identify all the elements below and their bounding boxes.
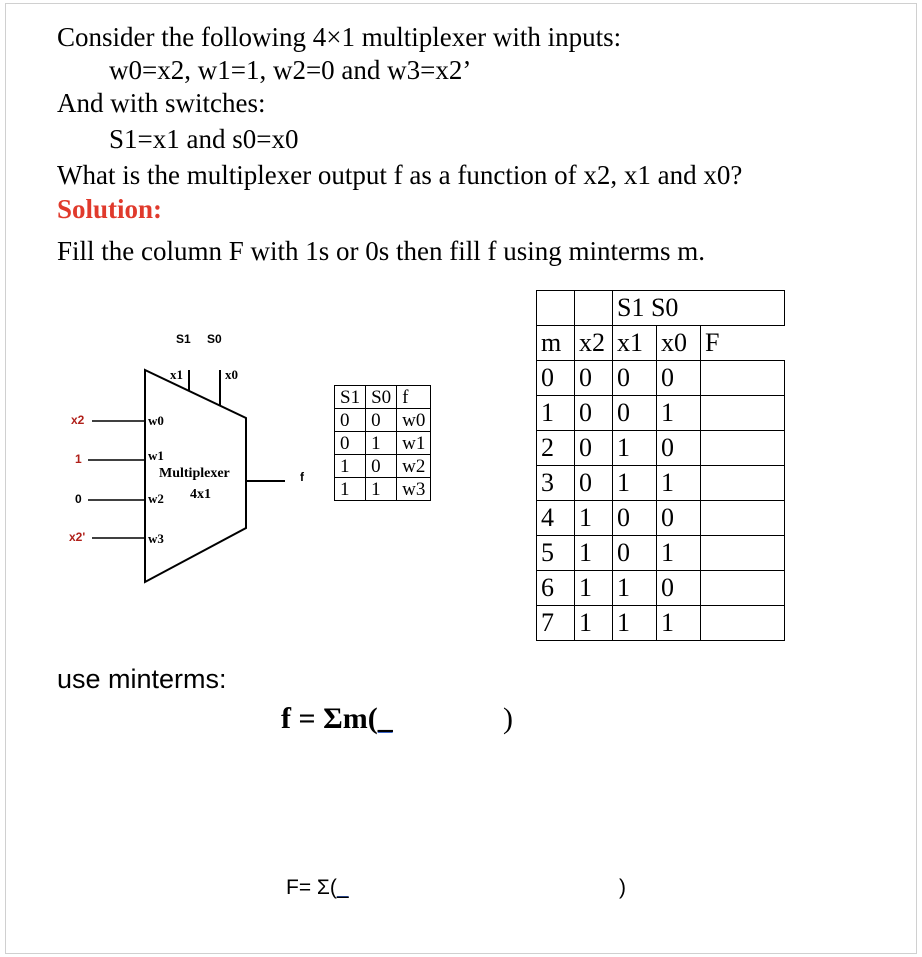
cell-x0: 1 [657,466,701,501]
cell-m: 7 [537,606,575,641]
cell-x2: 1 [575,536,613,571]
cell-F[interactable] [701,466,785,501]
table-row [537,571,785,606]
select-cell: w1 [397,432,431,455]
table-row [537,466,785,501]
output-f-label: f [300,470,304,484]
truth-table-top-header [537,291,785,326]
input-x2-label: x2 [71,413,85,427]
cell-m: 5 [537,536,575,571]
select-cell: w3 [397,478,431,501]
cell-x2: 0 [575,396,613,431]
F-blank[interactable]: _ [336,876,349,899]
mux-diagram [60,330,320,590]
select-table-header [335,386,431,409]
cell-x2: 1 [575,571,613,606]
select-cell: 0 [335,432,366,455]
table-row [537,361,785,396]
truth-table-header [537,326,785,361]
cell-x2: 0 [575,466,613,501]
input-x2-not-label: x2' [69,530,86,544]
cell-x2: 1 [575,606,613,641]
question-line-4: S1=x1 and s0=x0 [109,124,299,154]
table-row [335,432,431,455]
w1-label: w1 [148,448,164,463]
select-cell: w2 [397,455,431,478]
cell-x2: 0 [575,431,613,466]
s1-label: S1 [176,332,191,346]
cell-x0: 1 [657,396,701,431]
cell-x1: 0 [613,536,657,571]
f-expression: f = Σm(_ [281,702,393,735]
use-minterms-label: use minterms: [57,664,227,694]
table-row [335,409,431,432]
cell-m: 2 [537,431,575,466]
select-cell: w0 [397,409,431,432]
cell-F[interactable] [701,431,785,466]
cell-x0: 0 [657,571,701,606]
table-row [537,501,785,536]
cell-x2: 1 [575,501,613,536]
select-cell: 1 [366,478,397,501]
F-close-paren: ) [619,876,626,899]
cell-F[interactable] [701,606,785,641]
w0-label: w0 [148,413,164,428]
s0-label: S0 [207,332,222,346]
cell-x0: 1 [657,536,701,571]
header-F: F [701,326,785,361]
select-cell: 0 [366,409,397,432]
cell-x1: 1 [613,571,657,606]
instruction-text: Fill the column F with 1s or 0s then fill f using minterms m. [57,236,705,266]
table-row [537,606,785,641]
solution-label: Solution: [57,194,163,224]
cell-x0: 0 [657,431,701,466]
table-row [537,536,785,571]
x0-label: x0 [225,367,238,382]
question-line-2: w0=x2, w1=1, w2=0 and w3=x2’ [109,55,472,85]
select-cell: 1 [335,455,366,478]
mux-label: Multiplexer [159,466,230,481]
cell-x1: 0 [613,361,657,396]
header-x1: x1 [613,326,657,361]
cell-x0: 1 [657,606,701,641]
input-1-label: 1 [75,452,82,466]
table-row [537,396,785,431]
cell-F[interactable] [701,396,785,431]
mux-size-label: 4x1 [190,487,211,502]
select-cell: 1 [366,432,397,455]
cell-m: 6 [537,571,575,606]
cell-m: 0 [537,361,575,396]
cell-F[interactable] [701,501,785,536]
cell-F[interactable] [701,571,785,606]
header-m: m [537,326,575,361]
select-table [334,385,431,501]
w2-label: w2 [148,491,164,506]
table-row [335,455,431,478]
select-header-s0: S0 [366,386,397,409]
cell-x0: 0 [657,361,701,396]
x1-label: x1 [170,367,183,382]
cell-x1: 0 [613,501,657,536]
header-x2: x2 [575,326,613,361]
cell-m: 1 [537,396,575,431]
F-expression: F= Σ(_ [286,876,349,899]
question-line-5: What is the multiplexer output f as a function of x2, x1 and x0? [57,160,743,190]
cell-x1: 1 [613,606,657,641]
cell-x1: 0 [613,396,657,431]
cell-F[interactable] [701,361,785,396]
select-cell: 0 [335,409,366,432]
cell-F[interactable] [701,536,785,571]
f-close-paren: ) [503,702,513,735]
cell-x2: 0 [575,361,613,396]
cell-m: 4 [537,501,575,536]
select-cell: 0 [366,455,397,478]
select-cell: 1 [335,478,366,501]
cell-x1: 1 [613,466,657,501]
question-line-3: And with switches: [57,88,266,118]
header-x0: x0 [657,326,701,361]
select-header-s1: S1 [335,386,366,409]
select-header: S1 S0 [613,291,785,326]
table-row [335,478,431,501]
f-blank[interactable]: _ [377,702,393,735]
cell-x0: 0 [657,501,701,536]
w3-label: w3 [148,531,164,546]
input-0-label: 0 [75,492,82,506]
cell-x1: 1 [613,431,657,466]
question-line-1: Consider the following 4×1 multiplexer with inputs: [57,22,622,52]
cell-m: 3 [537,466,575,501]
select-header-f: f [397,386,431,409]
table-row [537,431,785,466]
truth-table [536,290,785,641]
